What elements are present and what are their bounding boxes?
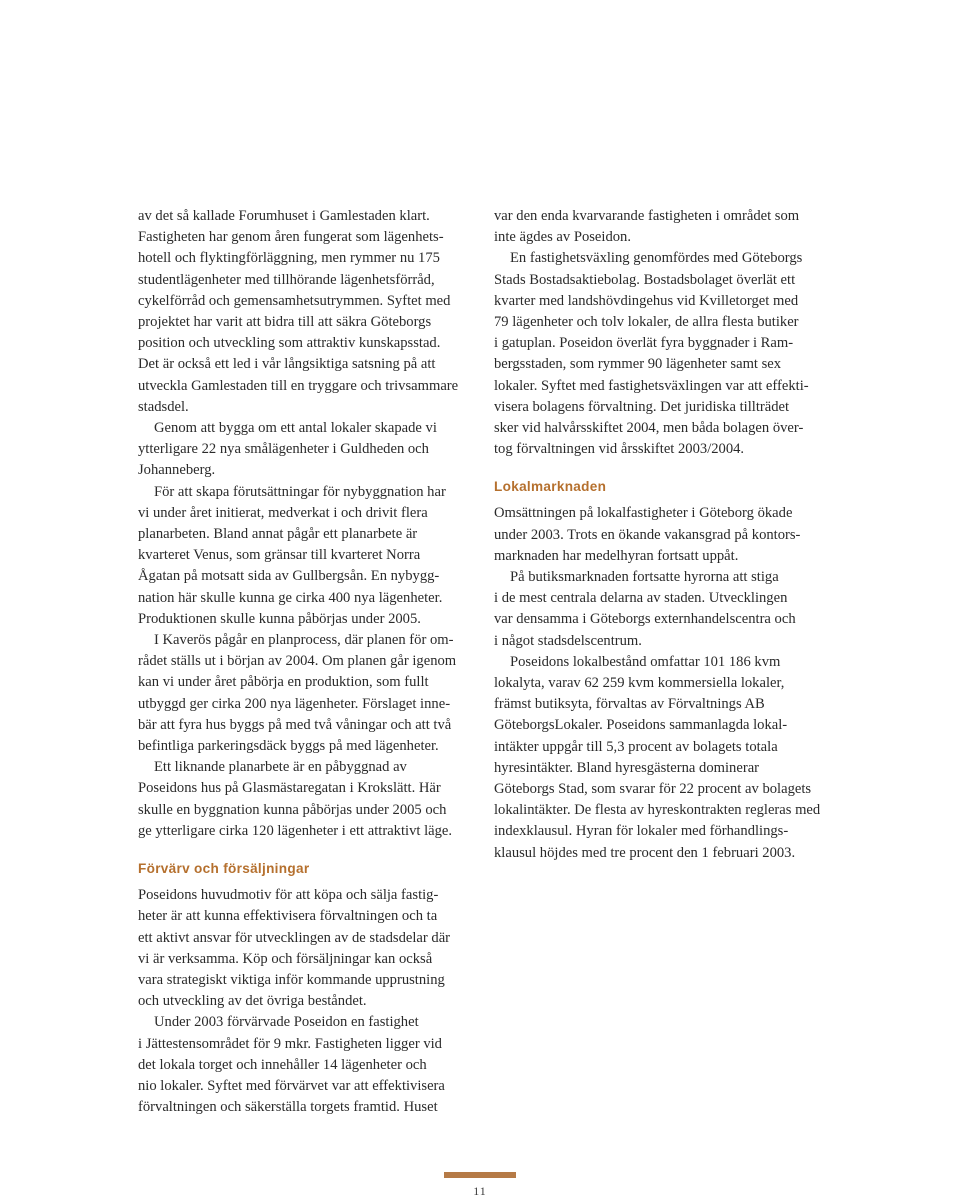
text-line: Genom att bygga om ett antal lokaler skapade vi [154,420,437,437]
text-line: vara strategiskt viktiga inför kommande upprustning [138,971,445,988]
text-line: i Jättestensområdet för 9 mkr. Fastigheten ligger vid [138,1035,442,1052]
paragraph [494,567,828,652]
text-line: Ågatan på motsatt sida av Gullbergsån. En nybygg- [138,568,440,585]
text-line: i något stadsdelscentrum. [494,632,642,649]
text-line: Det är också ett led i vår långsiktiga satsning på att [138,356,436,373]
text-line: främst butiksyta, förvaltas av Förvaltnings AB [494,696,765,713]
text-line: visera bolagens förvaltning. Det juridiska tillträdet [494,398,790,415]
text-line: sker vid halvårsskiftet 2004, men båda bolagen över- [494,420,804,437]
text-line: Omsättningen på lokalfastigheter i Göteborg ökade [494,505,793,522]
text-line: inte ägdes av Poseidon. [494,229,631,246]
text-line: klausul höjdes med tre procent den 1 februari 2003. [494,844,796,861]
text-line: heter är att kunna effektivisera förvaltningen och ta [138,908,438,925]
text-line: nio lokaler. Syftet med förvärvet var att effektivisera [138,1077,445,1094]
paragraph [138,482,472,630]
text-line: ytterligare 22 nya smålägenheter i Guldheden och [138,441,429,458]
text-line: lokalintäkter. De flesta av hyreskontrakten regleras med [494,802,821,819]
footer-accent-bar [444,1172,516,1178]
text-line: bergsstaden, som rymmer 90 lägenheter samt sex [494,356,782,373]
text-line: utveckla Gamlestaden till en tryggare och trivsammare [138,377,459,394]
text-line: Produktionen skulle kunna påbörjas under 2005. [138,610,421,627]
text-line: cykelförråd och gemensamhetsutrymmen. Syftet med [138,292,451,309]
paragraph [494,503,828,567]
text-line: Under 2003 förvärvade Poseidon en fastighet [154,1014,419,1031]
text-line: Ett liknande planarbete är en påbyggnad av [154,759,407,776]
text-line: Johanneberg. [138,462,216,479]
text-line: av det så kallade Forumhuset i Gamlestaden klart. [138,208,430,224]
text-line: skulle en byggnation kunna påbörjas under 2005 och [138,801,447,818]
paragraph [138,885,472,1012]
text-line: ge ytterligare cirka 120 lägenheter i ett attraktivt läge. [138,822,453,839]
text-line: utbyggd ger cirka 200 nya lägenheter. Förslaget inne- [138,695,451,712]
text-line: projektet har varit att bidra till att säkra Göteborgs [138,314,432,331]
paragraph [138,206,472,418]
text-line: Göteborgs Stad, som svarar för 22 procent av bolagets [494,781,812,798]
text-line: nation här skulle kunna ge cirka 400 nya lägenheter. [138,589,443,606]
text-line: i de mest centrala delarna av staden. Utvecklingen [494,590,788,607]
paragraph [138,1012,472,1118]
text-line: indexklausul. Hyran för lokaler med förhandlings- [494,823,789,840]
text-line: stadsdel. [138,398,189,415]
section-heading-lokalmarknaden: Lokalmarknaden [494,479,607,495]
text-line: I Kaverös pågår en planprocess, där planen för om- [154,632,454,649]
text-line: var den enda kvarvarande fastigheten i området som [494,208,800,224]
text-line: lokaler. Syftet med fastighetsväxlingen var att effekti- [494,377,809,394]
text-line: rådet ställs ut i början av 2004. Om planen går igenom [138,653,457,670]
text-line: En fastighetsväxling genomfördes med Göteborgs [510,250,803,267]
text-line: och utveckling av det övriga beståndet. [138,993,367,1010]
text-line: hyresintäkter. Bland hyresgästerna dominerar [494,759,760,776]
page-number: 11 [473,1184,487,1198]
text-line: kvarteret Venus, som gränsar till kvarteret Norra [138,547,421,564]
text-line: För att skapa förutsättningar för nybyggnation har [154,483,446,500]
paragraph [138,757,472,842]
text-line: lokalyta, varav 62 259 kvm kommersiella lokaler, [494,675,785,692]
text-line: hotell och flyktingförläggning, men rymmer nu 175 [138,250,440,267]
text-line: kan vi under året påbörja en produktion, som fullt [138,674,429,691]
text-line: position och utveckling som attraktiv kunskapsstad. [138,335,441,352]
paragraph [138,418,472,482]
text-line: förvaltningen och säkerställa torgets framtid. Huset [138,1099,438,1116]
text-line: befintliga parkeringsdäck byggs på med lägenheter. [138,738,439,755]
text-line: marknaden har medelhyran fortsatt uppåt. [494,547,739,564]
text-line: under 2003. Trots en ökande vakansgrad på kontors- [494,526,801,543]
paragraph [494,206,828,248]
text-line: På butiksmarknaden fortsatte hyrorna att stiga [510,569,779,586]
text-line: ett aktivt ansvar för utvecklingen av de stadsdelar där [138,929,451,946]
right-column [494,206,828,864]
text-line: Stads Bostadsaktiebolag. Bostadsbolaget överlät ett [494,271,796,288]
text-line: Poseidons huvudmotiv för att köpa och sälja fastig- [138,887,439,904]
text-line: vi under året initierat, medverkat i och drivit flera [138,504,428,521]
text-line: planarbeten. Bland annat pågår ett planarbete är [138,526,418,543]
paragraph [494,652,828,864]
text-line: studentlägenheter med tillhörande lägenhetsförråd, [138,271,435,288]
left-column [138,206,472,1118]
text-line: Poseidons hus på Glasmästaregatan i Krokslätt. Här [138,780,441,797]
text-line: var densamma i Göteborgs externhandelscentra och [494,611,796,628]
text-line: det lokala torget och innehåller 14 lägenheter och [138,1056,427,1073]
text-line: intäkter uppgår till 5,3 procent av bolagets totala [494,738,778,755]
text-line: Fastigheten har genom åren fungerat som lägenhets- [138,229,444,246]
text-line: tog förvaltningen vid årsskiftet 2003/2004. [494,441,745,458]
text-line: i gatuplan. Poseidon överlät fyra byggnader i Ram- [494,335,794,352]
text-line: bär att fyra hus byggs på med två våningar och att två [138,716,452,733]
paragraph [494,248,828,460]
paragraph [138,630,472,757]
text-line: 79 lägenheter och tolv lokaler, de allra flesta butiker [494,314,799,331]
section-heading-forvarv: Förvärv och försäljningar [138,861,310,877]
text-line: GöteborgsLokaler. Poseidons sammanlagda lokal- [494,717,788,734]
text-line: kvarter med landshövdingehus vid Kvilletorget med [494,292,799,309]
text-line: vi är verksamma. Köp och försäljningar kan också [138,950,433,967]
text-line: Poseidons lokalbestånd omfattar 101 186 kvm [510,653,781,670]
